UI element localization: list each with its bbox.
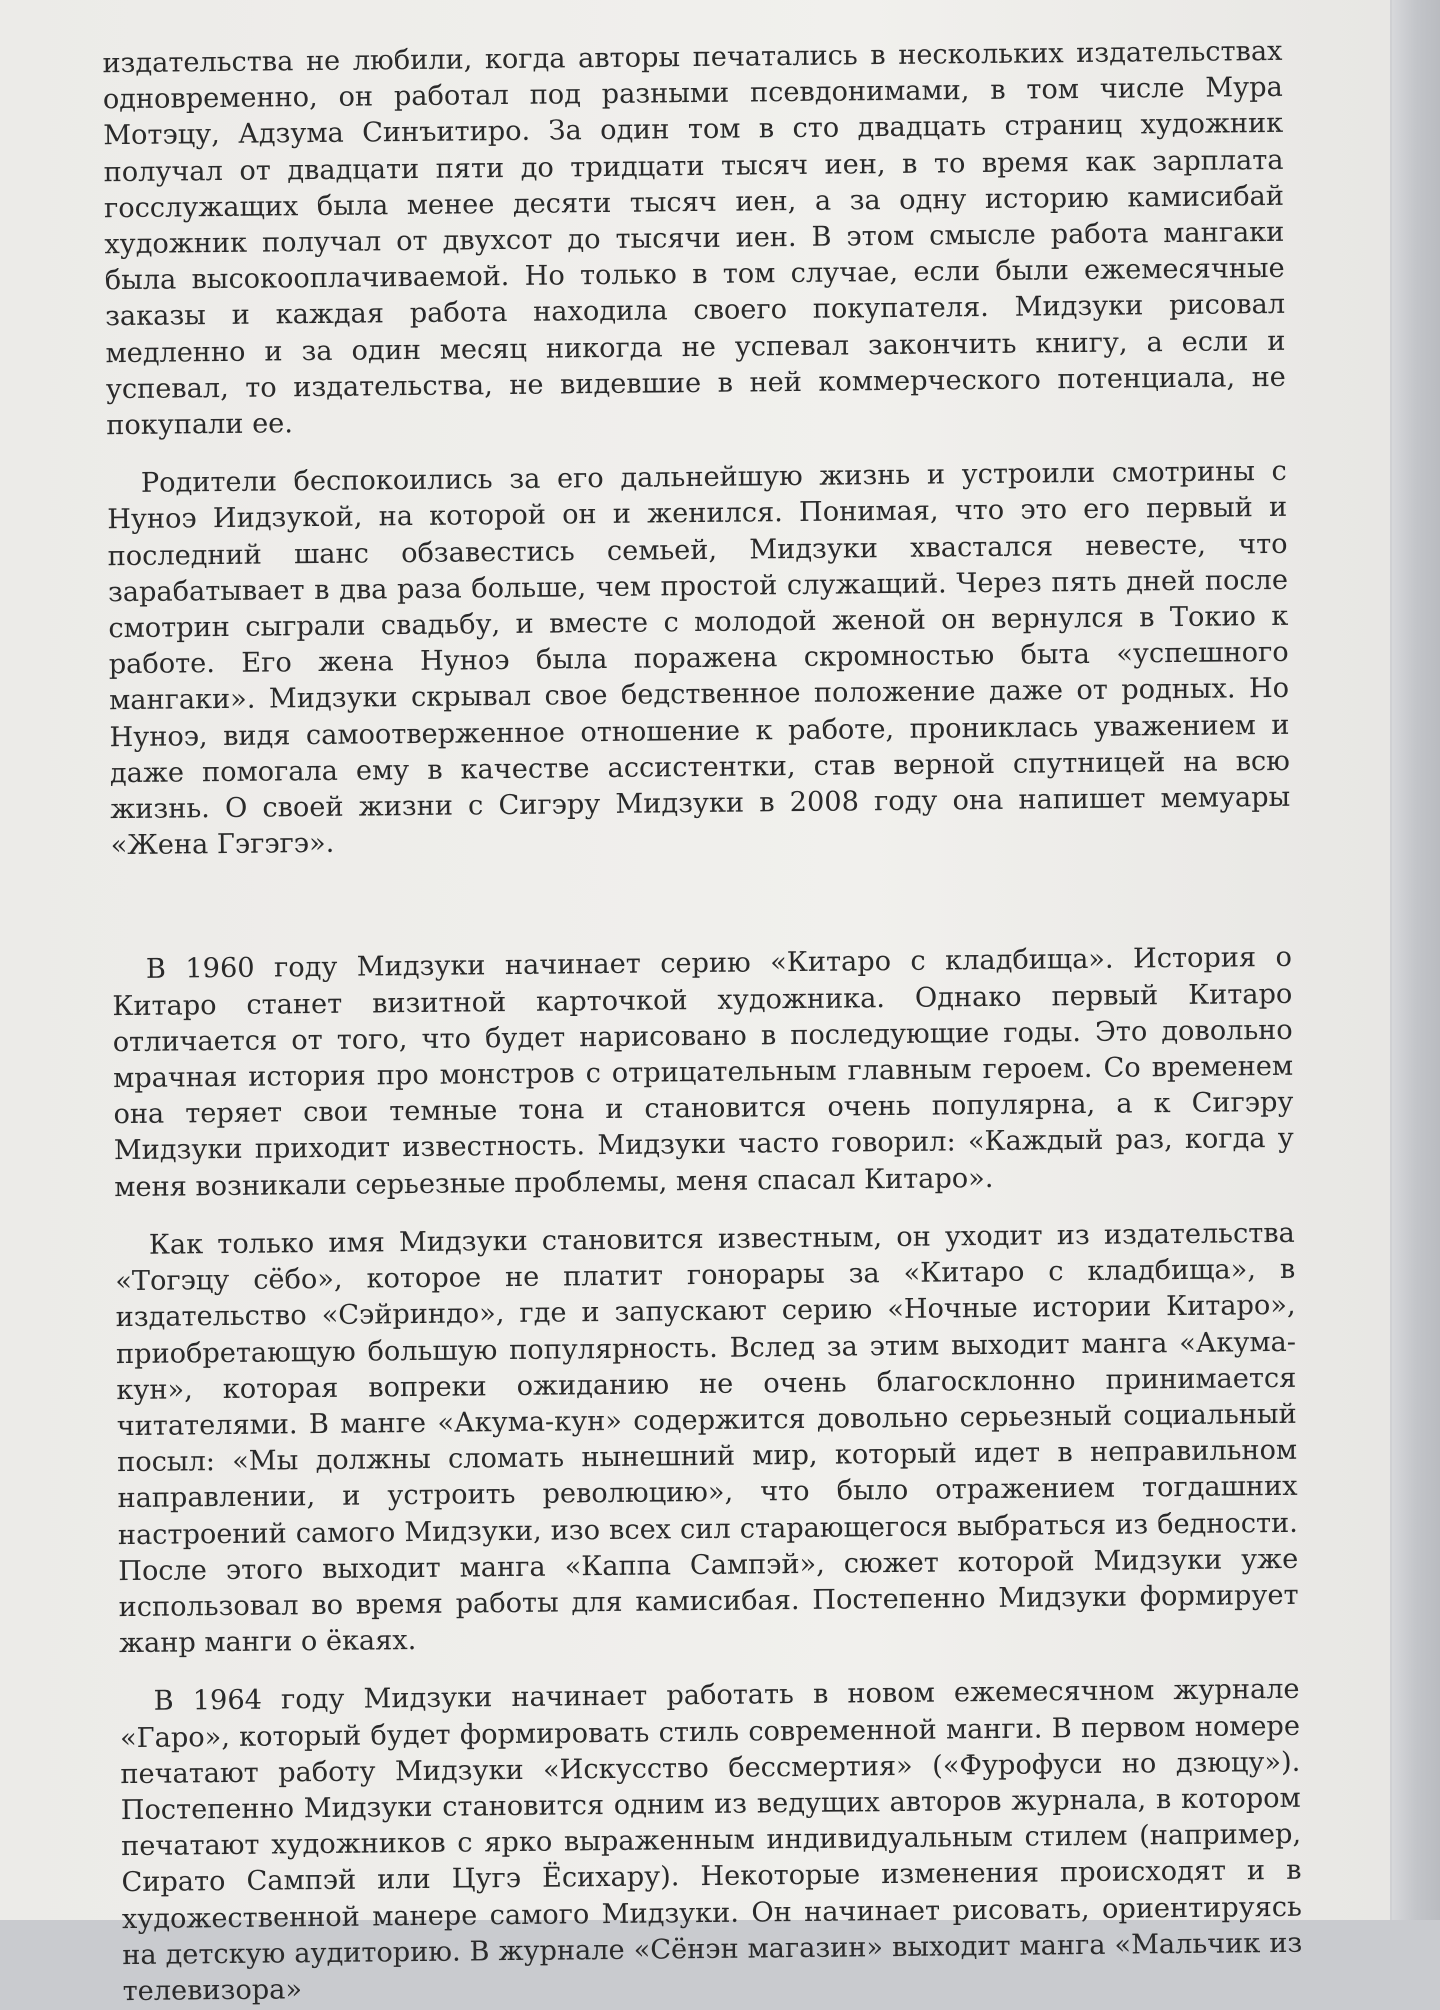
next-page-edge bbox=[1390, 0, 1440, 1920]
paragraph-4: Как только имя Мидзуки становится известным, он уходит из издательства «Тогэцу сёбо», которое не платит гонорары за «Китаро с кладбища», в издательство «Сэйриндо», где и запускают серию «Ночные истории Китаро», приобретающую большую популярность. Вслед за этим выходит манга «Акума-кун», которая вопреки ожиданию не очень благосклонно принимается читателями. В манге «Акума-кун» содержится довольно серьезный социальный посыл: «Мы должны сломать нынешний мир, который идет в неправильном направлении, и устроить революцию», что было отражением тогдашних настроений самого Мидзуки, изо всех сил старающегося выбраться из бедности. После этого выходит манга «Каппа Сампэй», сюжет которой Мидзуки уже использовал во время работы для камисибая. Постепенно Мидзуки формирует жанр манги о ёкаях. bbox=[115, 1217, 1299, 1660]
paragraph-1: издательства не любили, когда авторы печатались в нескольких издательствах одновременно, он работал под разными псевдонимами, в том числе Мура Мотэцу, Адзума Синъитиро. За один том в сто двадцать страниц художник получал от двадцати пяти до тридцати тысяч иен, в то время как зарплата госслужащих была менее десяти тысяч иен, а за одну историю камисибай художник получал от двухсот до тысячи иен. В этом смысле работа мангаки была высокооплачиваемой. Но только в том случае, если были ежемесячные заказы и каждая работа находила своего покупателя. Мидзуки рисовал медленно и за один месяц никогда не успевал закончить книгу, а если и успевал, то издательства, не видевшие в ней коммерческого потенциала, не покупали ее. bbox=[102, 35, 1286, 442]
paragraph-2: Родители беспокоились за его дальнейшую жизнь и устроили смотрины с Нуноэ Иидзукой, на которой он и женился. Понимая, что это его первый и последний шанс обзавестись семьей, Мидзуки хвастался невесте, что зарабатывает в два раза больше, чем простой служащий. Через пять дней после смотрин сыграли свадьбу, и вместе с молодой женой он вернулся в Токио к работе. Его жена Нуноэ была поражена скромностью быта «успешного мангаки». Мидзуки скрывал свое бедственное положение даже от родных. Но Нуноэ, видя самоотверженное отношение к работе, прониклась уважением и даже помогала ему в качестве ассистентки, став верной спутницей на всю жизнь. О своей жизни с Сигэру Мидзуки в 2008 году она напишет мемуары «Жена Гэгэгэ». bbox=[107, 456, 1291, 862]
paragraph-3: В 1960 году Мидзуки начинает серию «Китаро с кладбища». История о Китаро станет визитной карточкой художника. Однако первый Китаро отличается от того, что будет нарисовано в последующие годы. Это довольно мрачная история про монстров с отрицательным главным героем. Со временем она теряет свои темные тона и становится очень популярна, а к Сигэру Мидзуки приходит известность. Мидзуки часто говорил: «Каждый раз, когда у меня возникали серьезные проблемы, меня спасал Китаро». bbox=[112, 942, 1294, 1203]
body-text bbox=[102, 34, 1303, 2010]
paragraph-5: В 1964 году Мидзуки начинает работать в новом ежемесячном журнале «Гаро», который будет формировать стиль современной манги. В первом номере печатают работу Мидзуки «Искусство бессмертия» («Фурофуси но дзюцу»). Постепенно Мидзуки становится одним из ведущих авторов журнала, в котором печатают художников с ярко выраженным индивидуальным стилем (например, Сирато Сампэй или Цугэ Ёсихару). Некоторые изменения происходят и в художественной манере самого Мидзуки. Он начинает рисовать, ориентируясь на детскую аудиторию. В журнале «Сёнэн магазин» выходит манга «Мальчик из телевизора» bbox=[119, 1674, 1303, 2008]
book-page bbox=[102, 34, 1303, 2008]
section-break bbox=[111, 874, 1292, 952]
